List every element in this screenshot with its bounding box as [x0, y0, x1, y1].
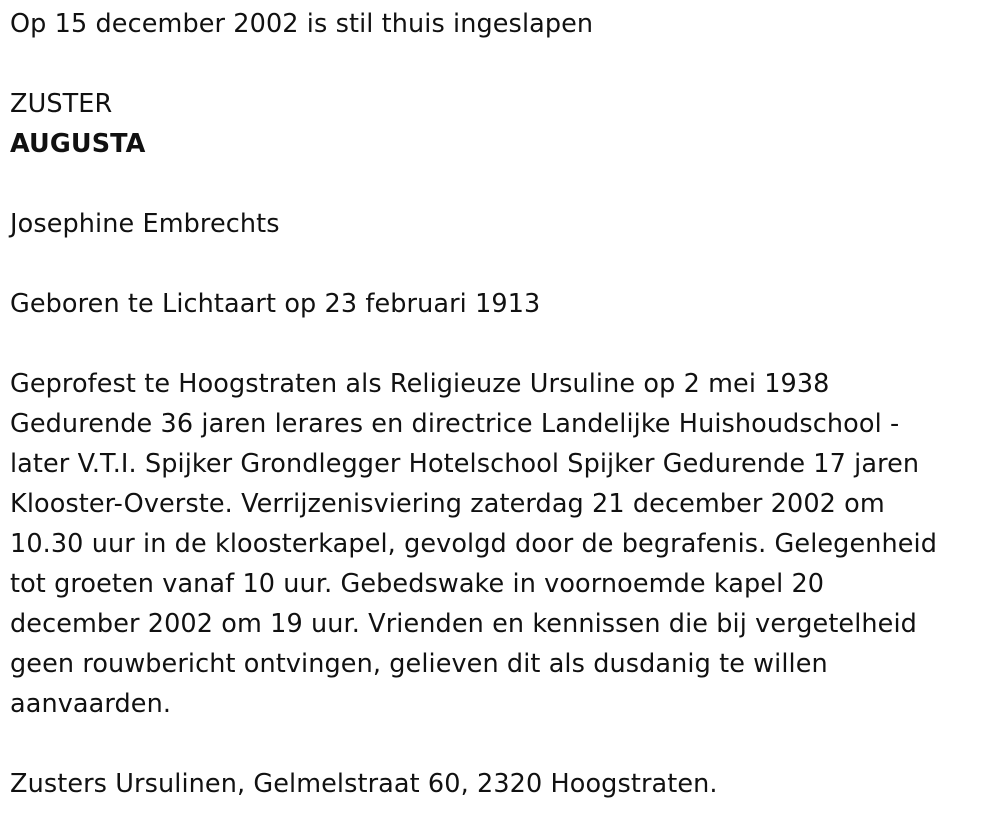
- body-line: later V.T.I. Spijker Grondlegger Hotelschool Spijker Gedurende 17 jaren: [10, 449, 920, 479]
- spacer: [10, 164, 985, 204]
- body-line: aanvaarden.: [10, 689, 172, 719]
- body-line: Klooster-Overste. Verrijzenisviering zaterdag 21 december 2002 om: [10, 489, 885, 519]
- body-line: december 2002 om 19 uur. Vrienden en kennissen die bij vergetelheid: [10, 609, 917, 639]
- body-line: geen rouwbericht ontvingen, gelieven dit als dusdanig te willen: [10, 649, 828, 679]
- civil-name: Josephine Embrechts: [10, 209, 280, 239]
- body-line: Gedurende 36 jaren lerares en directrice Landelijke Huishoudschool -: [10, 409, 900, 439]
- death-notice: [10, 4, 985, 804]
- body-line: 10.30 uur in de kloosterkapel, gevolgd door de begrafenis. Gelegenheid: [10, 529, 938, 559]
- spacer: [10, 244, 985, 284]
- spacer: [10, 44, 985, 84]
- title-text: ZUSTER: [10, 89, 113, 119]
- body-line: Geprofest te Hoogstraten als Religieuze Ursuline op 2 mei 1938: [10, 369, 830, 399]
- body-paragraph: [10, 364, 985, 724]
- birth-line: Geboren te Lichtaart op 23 februari 1913: [10, 289, 541, 319]
- religious-name: AUGUSTA: [10, 129, 146, 159]
- body-line: tot groeten vanaf 10 uur. Gebedswake in voornoemde kapel 20: [10, 569, 825, 599]
- address-line: Zusters Ursulinen, Gelmelstraat 60, 2320 Hoogstraten.: [10, 769, 718, 799]
- spacer: [10, 324, 985, 364]
- spacer: [10, 724, 985, 764]
- intro-text: Op 15 december 2002 is stil thuis ingeslapen: [10, 9, 594, 39]
